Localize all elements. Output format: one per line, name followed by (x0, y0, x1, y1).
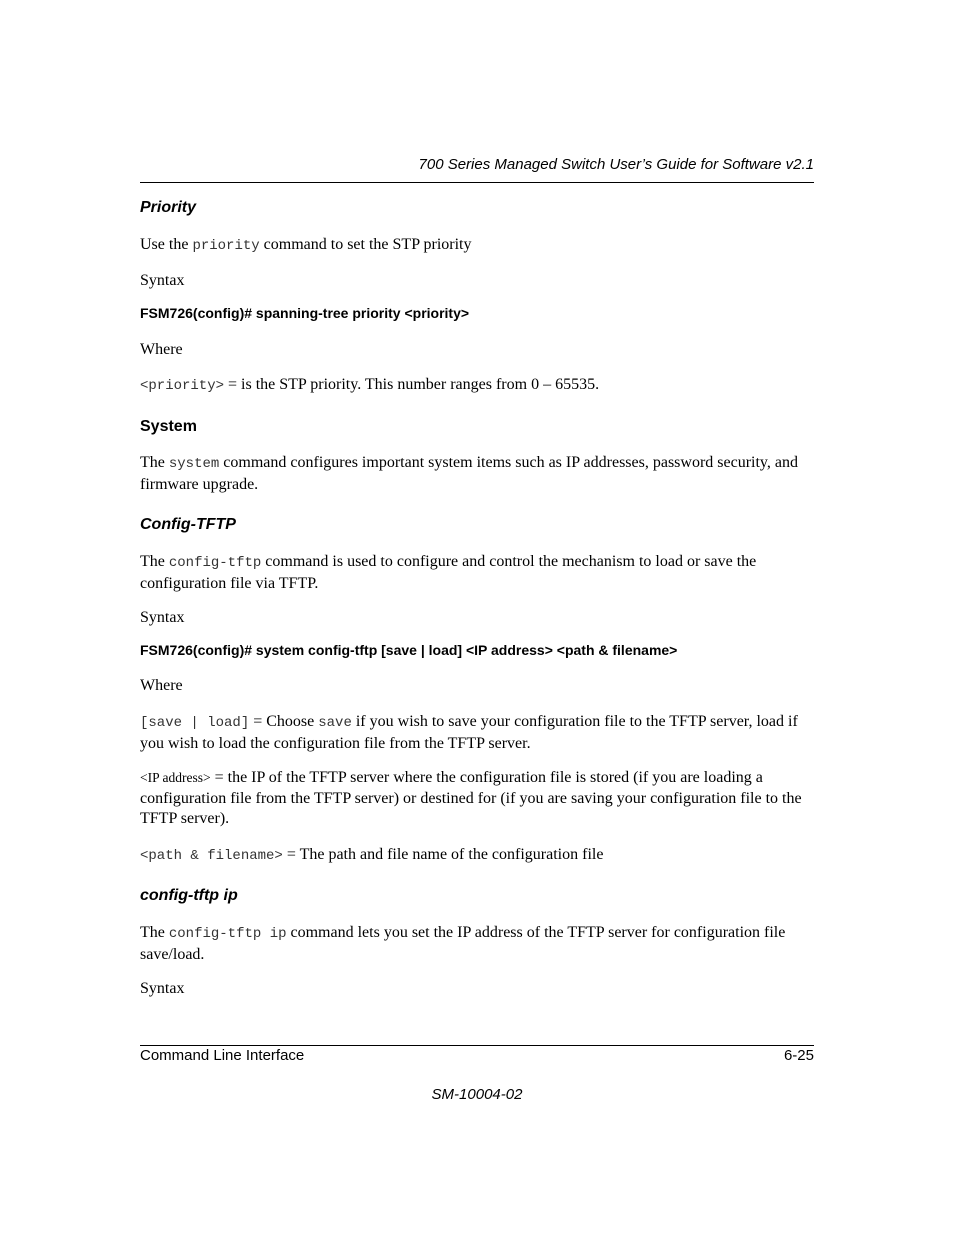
code-priority: priority (192, 238, 260, 254)
config-tftp-param-path: <path & filename> = The path and file name of the configuration file (140, 846, 604, 864)
priority-command: FSM726(config)# spanning-tree priority <priority> (140, 305, 470, 321)
system-description: The system command configures important system items such as IP addresses, password security, and firmware upgrade. (140, 454, 798, 493)
code-priority-param: <priority> (140, 378, 225, 394)
config-tftp-ip-syntax-label: Syntax (140, 980, 185, 997)
header-rule (140, 182, 814, 183)
running-header: 700 Series Managed Switch User’s Guide for Software v2.1 (418, 156, 814, 173)
config-tftp-description: The config-tftp command is used to configure and control the mechanism to load or save the configuration file via TFTP. (140, 553, 757, 592)
section-heading-system: System (140, 418, 197, 435)
priority-where-label: Where (140, 341, 183, 358)
config-tftp-syntax-label: Syntax (140, 609, 185, 626)
footer-rule (140, 1045, 814, 1046)
config-tftp-param-ip-address: <IP address> = the IP of the TFTP server where the configuration file is stored (if you are loading a configuration file from the TFTP server) or destined for (if you are saving your configuration file to the TFTP server). (140, 769, 802, 827)
code-save-load: [save | load] (140, 715, 250, 731)
priority-param: <priority> = is the STP priority. This number ranges from 0 – 65535. (140, 376, 600, 394)
footer-section-title: Command Line Interface (140, 1047, 305, 1064)
code-system: system (168, 456, 220, 472)
config-tftp-command: FSM726(config)# system config-tftp [save | load] <IP address> <path & filename> (140, 642, 678, 658)
section-heading-priority: Priority (140, 199, 197, 216)
footer-page-number: 6-25 (783, 1047, 814, 1064)
section-heading-config-tftp-ip: config-tftp ip (140, 887, 238, 904)
code-config-tftp: config-tftp (168, 555, 262, 571)
priority-intro: Use the priority command to set the STP priority (140, 236, 472, 254)
config-tftp-ip-description: The config-tftp ip command lets you set the IP address of the TFTP server for configuration file save/load. (140, 924, 786, 963)
code-save: save (318, 715, 352, 731)
code-path-filename: <path & filename> (140, 848, 283, 864)
code-config-tftp-ip: config-tftp ip (168, 926, 287, 942)
document-id: SM-10004-02 (431, 1086, 523, 1103)
section-heading-config-tftp: Config-TFTP (140, 516, 236, 533)
config-tftp-where-label: Where (140, 677, 183, 694)
config-tftp-param-save-load: [save | load] = Choose save if you wish to save your configuration file to the TFTP server, load if you wish to load the configuration file from the TFTP server. (140, 713, 798, 752)
label-ip-address: <IP address> (140, 770, 211, 785)
priority-syntax-label: Syntax (140, 272, 185, 289)
